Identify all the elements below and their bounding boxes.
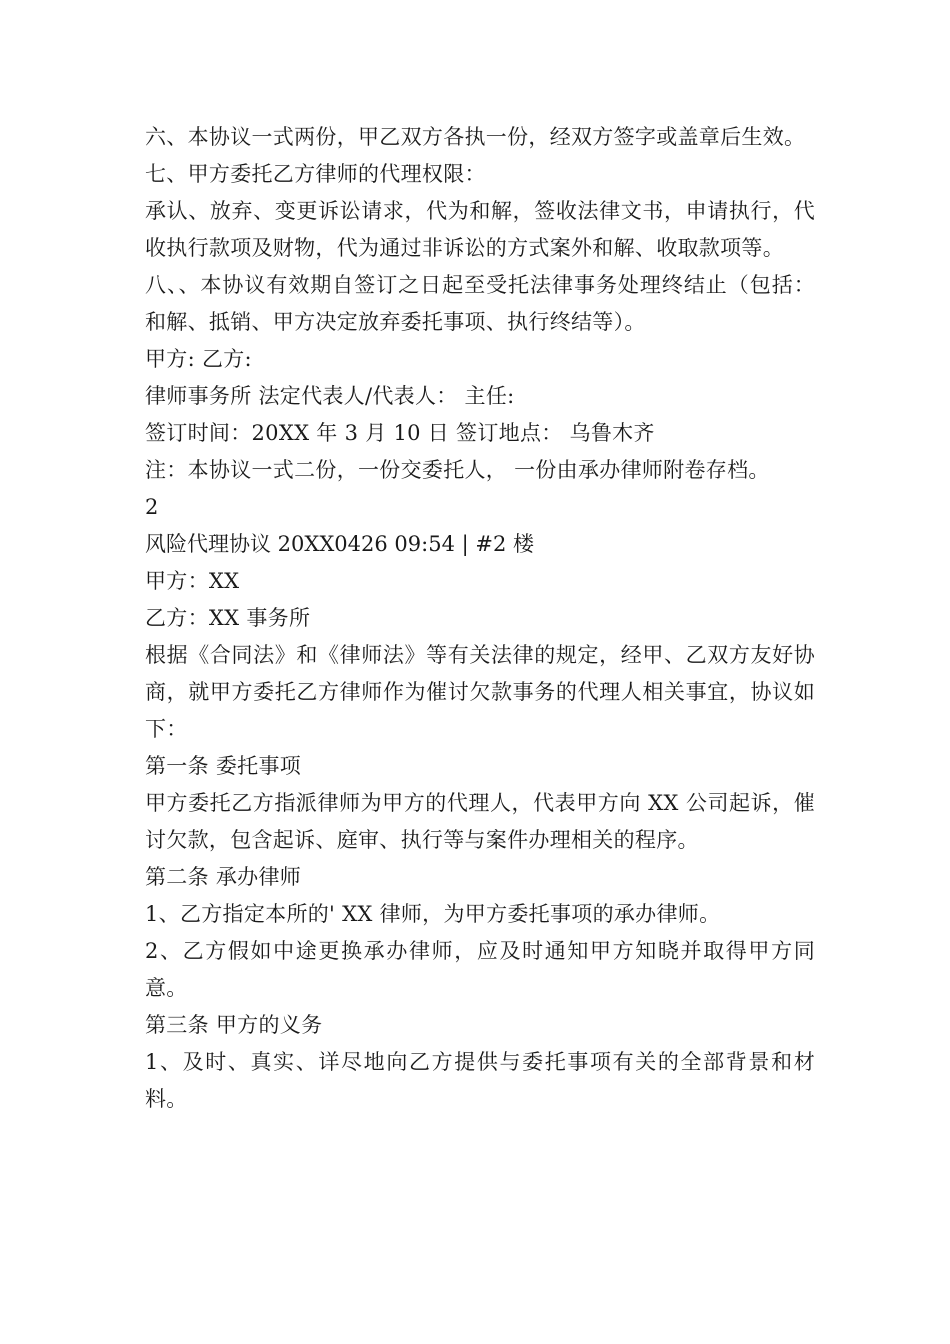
article-two-heading: 第二条 承办律师 bbox=[145, 865, 302, 889]
clause-eight: 八、、本协议有效期自签订之日起至受托法律事务处理终结止（包括：和解、抵销、甲方决定放弃委托事项、执行终结等）。 bbox=[145, 273, 815, 334]
article-three-heading: 第三条 甲方的义务 bbox=[145, 1013, 323, 1037]
section-number: 2 bbox=[145, 495, 159, 519]
clause-six: 六、本协议一式两份，甲乙双方各执一份，经双方签字或盖章后生效。 bbox=[145, 125, 806, 149]
article-three-item-1: 1、及时、真实、详尽地向乙方提供与委托事项有关的全部背景和材料。 bbox=[145, 1050, 815, 1111]
party-a-line: 甲方：XX bbox=[145, 569, 240, 593]
preamble: 根据《合同法》和《律师法》等有关法律的规定，经甲、乙双方友好协商，就甲方委托乙方律师作为催讨欠款事务的代理人相关事宜，协议如下： bbox=[145, 643, 815, 741]
article-one-body: 甲方委托乙方指派律师为甲方的代理人，代表甲方向 XX 公司起诉，催讨欠款，包含起诉、庭审、执行等与案件办理相关的程序。 bbox=[145, 791, 815, 852]
note-line: 注：本协议一式二份，一份交委托人， 一份由承办律师附卷存档。 bbox=[145, 458, 770, 482]
document-page bbox=[145, 119, 815, 1118]
signing-info-line: 签订时间：20XX 年 3 月 10 日 签订地点： 乌鲁木齐 bbox=[145, 421, 655, 445]
article-one-heading: 第一条 委托事项 bbox=[145, 754, 302, 778]
clause-seven-body: 承认、放弃、变更诉讼请求，代为和解，签收法律文书，申请执行，代收执行款项及财物，代为通过非诉讼的方式案外和解、收取款项等。 bbox=[145, 199, 815, 260]
representative-line: 律师事务所 法定代表人/代表人： 主任: bbox=[145, 384, 515, 408]
clause-seven-heading: 七、甲方委托乙方律师的代理权限： bbox=[145, 162, 486, 186]
parties-signature-line: 甲方: 乙方: bbox=[145, 347, 252, 371]
party-b-line: 乙方：XX 事务所 bbox=[145, 606, 311, 630]
article-two-item-2: 2、乙方假如中途更换承办律师，应及时通知甲方知晓并取得甲方同意。 bbox=[145, 939, 815, 1000]
article-two-item-1: 1、乙方指定本所的' XX 律师，为甲方委托事项的承办律师。 bbox=[145, 902, 721, 926]
second-agreement-title: 风险代理协议 20XX0426 09:54 | #2 楼 bbox=[145, 532, 534, 556]
